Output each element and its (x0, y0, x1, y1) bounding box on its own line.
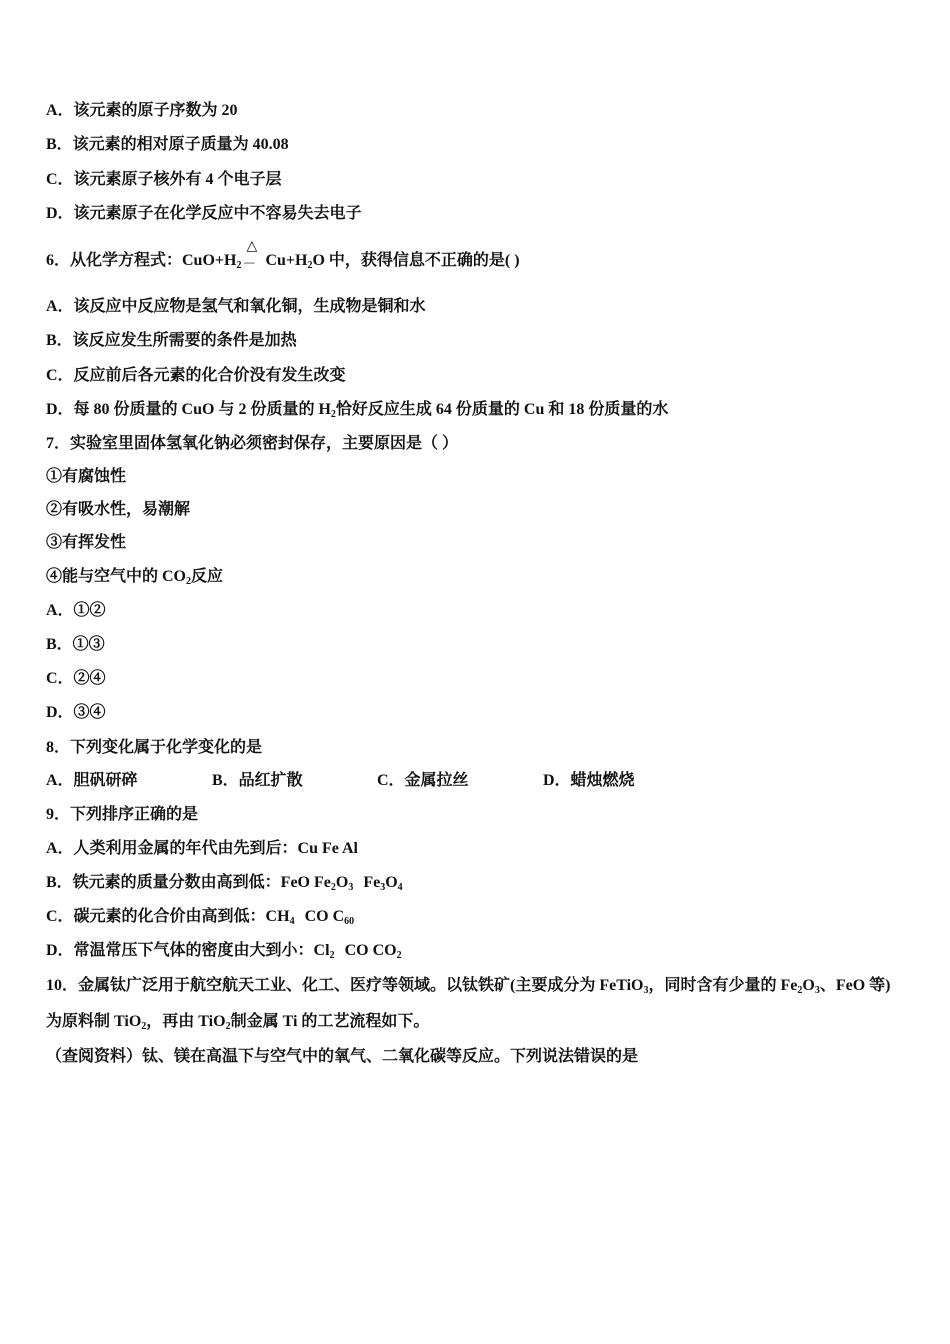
q6-option-b: B．该反应发生所需要的条件是加热 (46, 332, 297, 349)
q9-stem: 9．下列排序正确的是 (46, 806, 199, 823)
q9-option-c: C．碳元素的化合价由高到低：$CH_4$ CO $C_{60}$ (46, 908, 355, 927)
q8-option-c: C．金属拉丝 (377, 772, 469, 789)
q9-option-d: D．常温常压下气体的密度由大到小：$Cl_2$ CO $CO_2$ (46, 942, 402, 961)
q9-option-a: A．人类利用金属的年代由先到后：Cu Fe Al (46, 840, 359, 857)
q5-option-a: A．该元素的原子序数为 20 (46, 102, 238, 119)
q5-option-d: D．该元素原子在化学反应中不容易失去电子 (46, 205, 362, 222)
q8-option-b: B．品红扩散 (212, 772, 303, 789)
q7-statement-1: ①有腐蚀性 (46, 468, 127, 485)
q6-option-a: A．该反应中反应物是氢气和氧化铜，生成物是铜和水 (46, 298, 426, 315)
q10-stem-line-1: 10．金属钛广泛用于航空航天工业、化工、医疗等领域。以钛铁矿(主要成分为 FeTiO$_3$，同时含有少量的 $Fe_2O_3$、FeO 等) (46, 977, 891, 996)
q8-stem: 8．下列变化属于化学变化的是 (46, 739, 263, 756)
q7-option-a: A．①② (46, 602, 106, 619)
q7-statement-2: ②有吸水性，易潮解 (46, 501, 191, 518)
q9-option-b: B．铁元素的质量分数由高到低：FeO $Fe_2O_3$ $Fe_3O_4$ (46, 874, 403, 893)
q6-option-d: D．每 80 份质量的 CuO 与 2 份质量的 $H_2$恰好反应生成 64 份质量的 Cu 和 18 份质量的水 (46, 401, 669, 420)
q7-statement-4: ④能与空气中的 $CO_2$反应 (46, 568, 224, 587)
q5-option-b: B．该元素的相对原子质量为 40.08 (46, 136, 289, 153)
q8-option-d: D．蜡烛燃烧 (543, 772, 635, 789)
q7-option-c: C．②④ (46, 670, 106, 687)
q8-option-a: A．胆矾研碎 (46, 772, 138, 789)
q6-stem: 6．从化学方程式：$CuO+H_2$ △ === $Cu+H_2O$ 中，获得信息不正确的是( ) (46, 239, 520, 271)
q7-statement-3: ③有挥发性 (46, 534, 127, 551)
heating-condition-mark: △ === (243, 239, 258, 268)
q7-option-d: D．③④ (46, 704, 106, 721)
q6-option-c: C．反应前后各元素的化合价没有发生改变 (46, 367, 346, 384)
q10-stem-line-2: 为原料制 TiO$_2$，再由 TiO$_2$制金属 Ti 的工艺流程如下。 (46, 1013, 430, 1032)
q10-reference-note: （查阅资料）钛、镁在高温下与空气中的氧气、二氧化碳等反应。下列说法错误的是 (46, 1048, 639, 1065)
q7-stem: 7．实验室里固体氢氧化钠必须密封保存，主要原因是（ ） (46, 435, 459, 452)
q7-option-b: B．①③ (46, 636, 105, 653)
q5-option-c: C．该元素原子核外有 4 个电子层 (46, 171, 282, 188)
